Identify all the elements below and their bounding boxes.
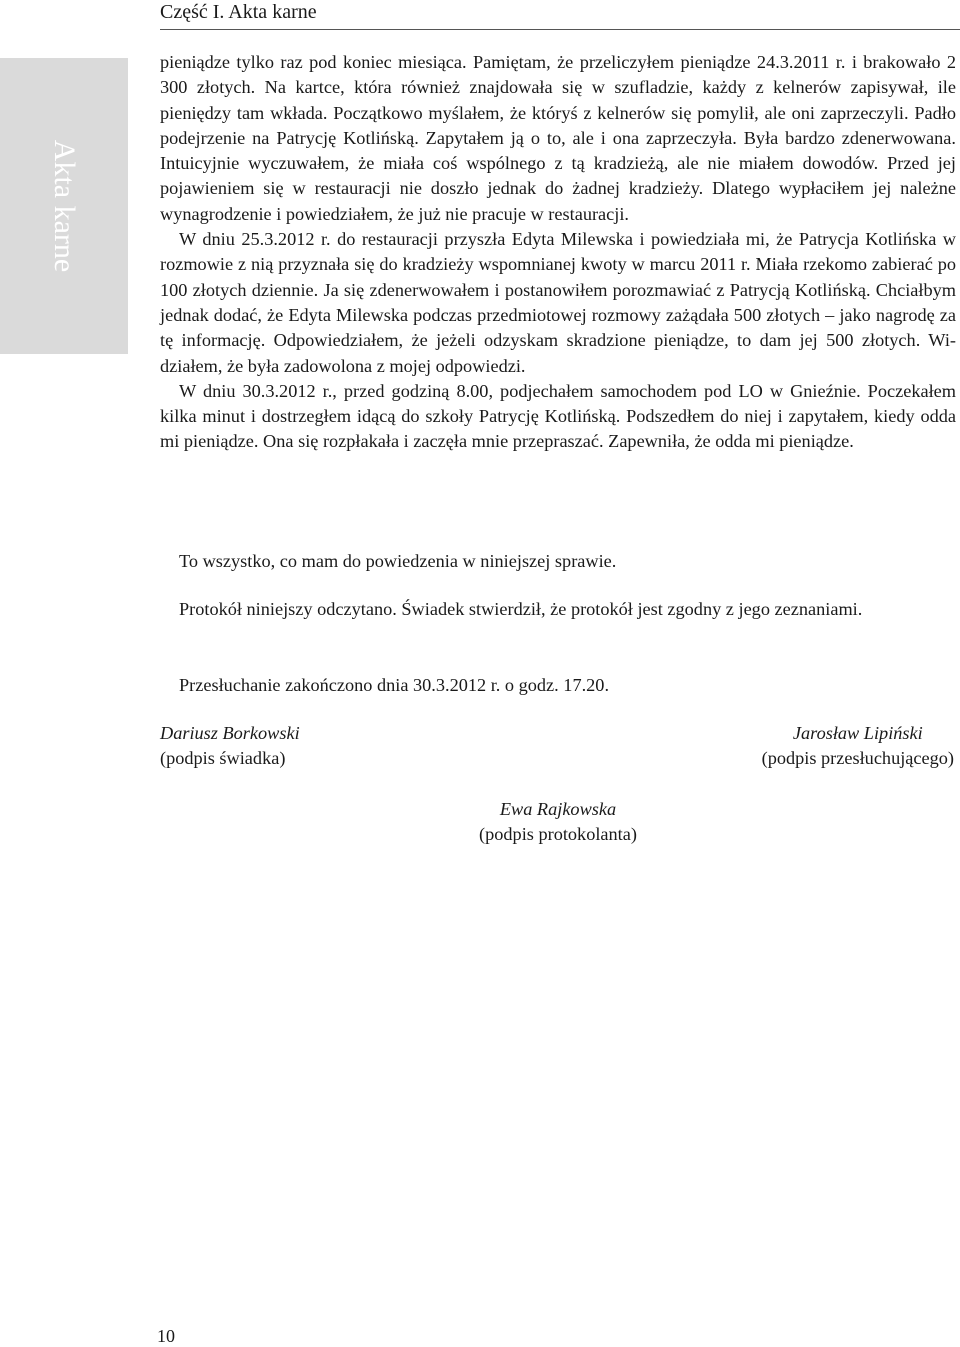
witness-role: (podpis świadka) xyxy=(160,748,286,768)
paragraph-march-25: W dniu 25.3.2012 r. do restauracji przyszła Edyta Milewska i powiedziała mi, że Patrycja Kotlińska w rozmowie z nią przyznała się do kradzieży wspomnianej kwoty w marcu 2011 r. Miała rzekomo zabierać po 100 złotych dziennie. Ja się zdenerwowałem i postanowiłem porozmawiać z Patrycją Kotlińską. Chciałbym jednak dodać, że Edyta Milewska podczas przedmiotowej rozmowy zażądała 500 złotych – jako nagrodę za tę informację. Odpowiedziałem, że jeżeli odzyskam skradzione pieniądze, to dam jej 500 złotych. Widziałem, że była zadowolona z mojej odpowiedzi. xyxy=(160,229,956,376)
signature-witness xyxy=(160,721,300,771)
page-number: 10 xyxy=(157,1326,175,1346)
side-tab-label: Akta karne xyxy=(48,139,81,273)
testimony-body xyxy=(160,50,956,455)
recorder-role: (podpis protokolanta) xyxy=(479,824,637,844)
paragraph-march-30: W dniu 30.3.2012 r., przed godziną 8.00, podjechałem samochodem pod LO w Gnieźnie. Poczekałem kilka minut i dostrzegłem idącą do szkoły Patrycję Kotlińską. Podszedłem do niej i zapytałem, kiedy odda mi pieniądze. Ona się rozpłakała i zaczęła mnie przepraszać. Zapewniła, że odda mi pieniądze. xyxy=(160,380,956,452)
witness-name: Dariusz Borkowski xyxy=(160,723,300,743)
end-time-note: Przesłuchanie zakończono dnia 30.3.2012 r. o godz. 17.20. xyxy=(179,675,610,695)
interrogator-name: Jarosław Lipiński xyxy=(792,723,923,743)
protocol-note: Protokół niniejszy odczytano. Świadek stwierdził, że protokół jest zgodny z jego zeznaniami. xyxy=(179,599,863,619)
paragraph-continuation: pieniądze tylko raz pod koniec miesiąca. Pamiętam, że przeliczyłem pieniądze 24.3.2011 r. i brakowało 2 300 złotych. Na kartce, która również znajdowała się w szufladzie, każdy z kelnerów zapisywał, ile pieniędzy tam wkłada. Początkowo myślałem, że któryś z kelnerów się pomylił, ale oni zaprzeczyli. Padło podejrzenie na Patrycję Kotlińską. Zapytałem ją o to, ale i ona zaprzeczyła. Była bardzo zdenerwowana. Intuicyjnie wyczuwałem, że miała coś wspólnego z tą kradzieżą, ale nie miałem dowodów. Przed jej pojawieniem się w restauracji nie doszło jednak do żadnej kradzieży. Dlatego wypłaciłem jej należne wynagrodzenie i powiedziałem, że już nie pracuje w restauracji. xyxy=(160,52,956,224)
running-header: Część I. Akta karne xyxy=(160,1,317,23)
closing-statement: To wszystko, co mam do powiedzenia w niniejszej sprawie. xyxy=(179,551,617,571)
interrogator-role: (podpis przesłuchującego) xyxy=(761,748,954,768)
side-tab xyxy=(0,58,128,354)
signature-recorder xyxy=(458,797,658,847)
recorder-name: Ewa Rajkowska xyxy=(499,799,617,819)
header-rule xyxy=(160,29,960,30)
signature-interrogator xyxy=(762,721,954,771)
